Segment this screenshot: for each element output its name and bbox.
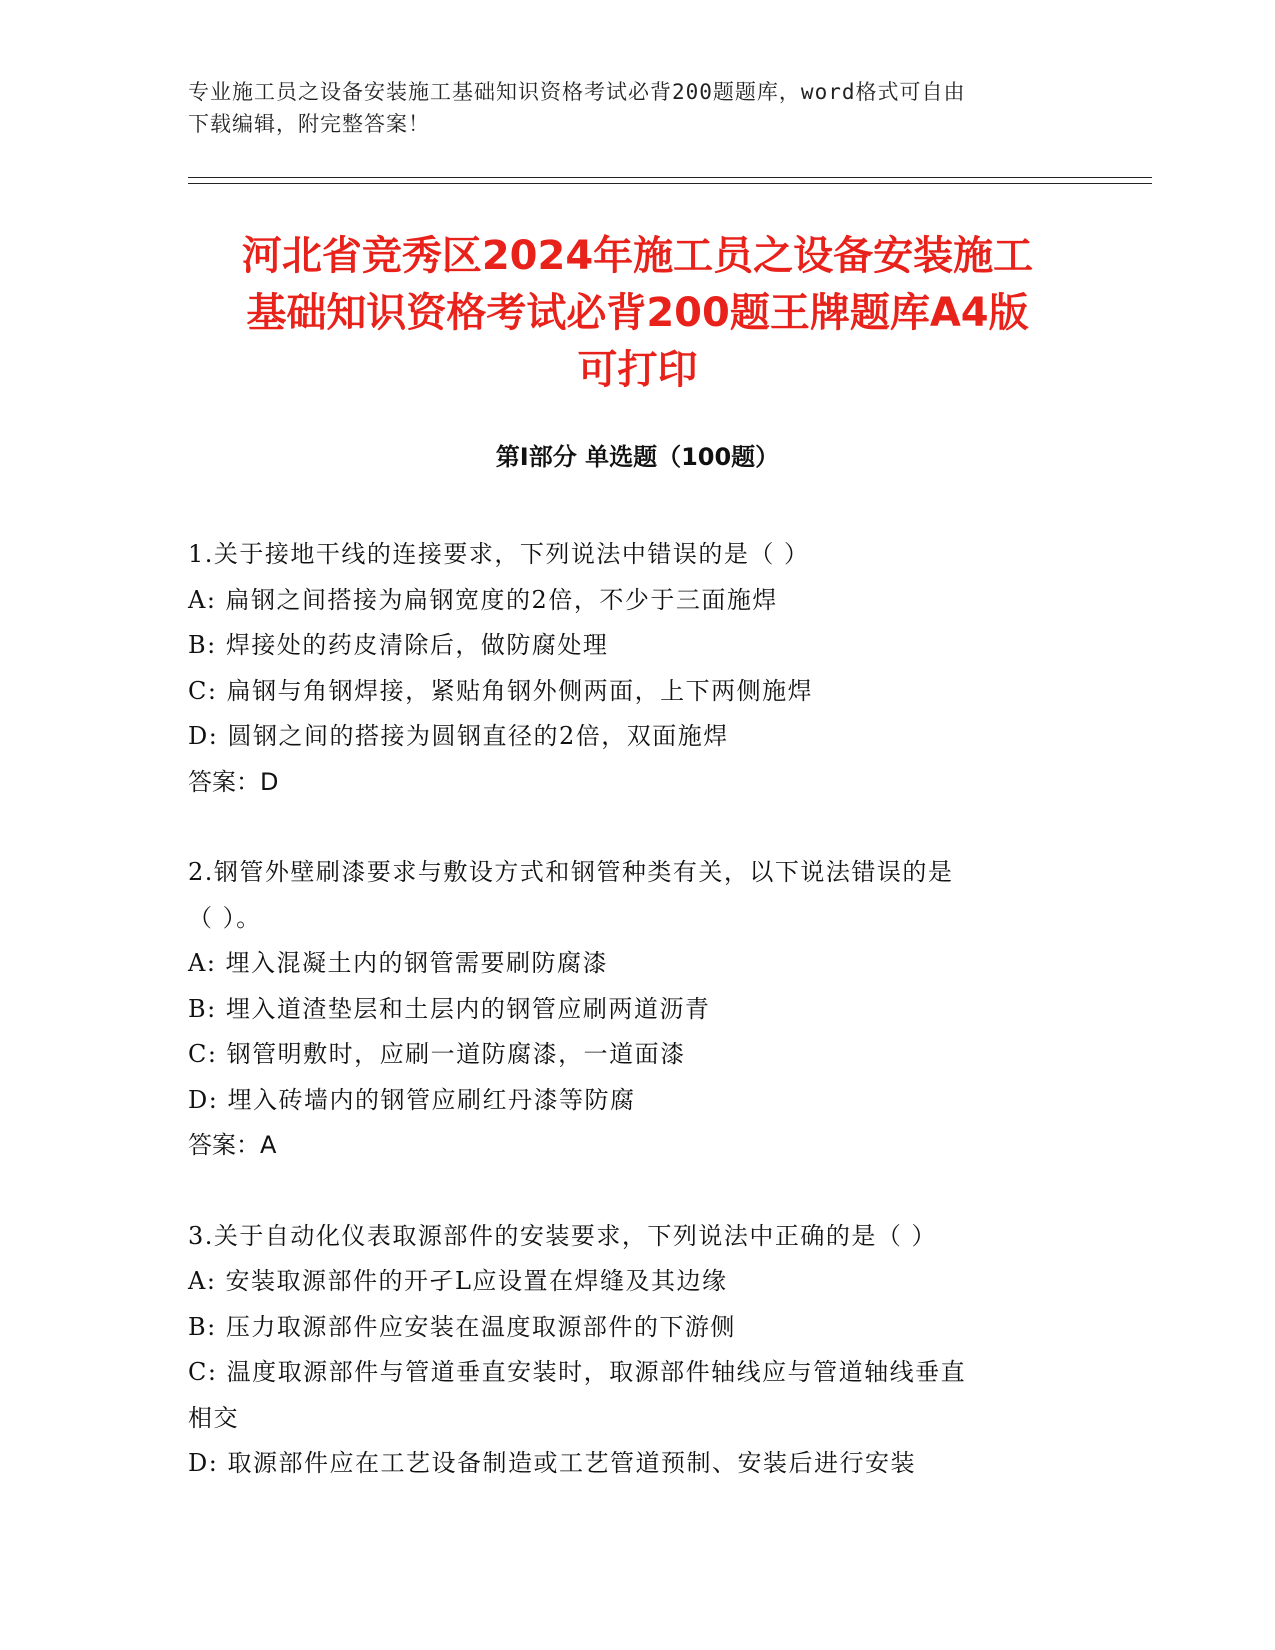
question-2 — [188, 850, 1088, 1169]
option-d: D: 埋入砖墙内的钢管应刷红丹漆等防腐 — [188, 1085, 636, 1114]
intro-line: 下载编辑，附完整答案！ — [188, 112, 430, 136]
intro-text — [188, 76, 1088, 140]
option-d: D: 圆钢之间的搭接为圆钢直径的2倍，双面施焊 — [188, 722, 729, 750]
option-d: D: 取源部件应在工艺设备制造或工艺管道预制、安装后进行安装 — [188, 1449, 916, 1477]
question-list — [188, 532, 1088, 1532]
option-c: C: 温度取源部件与管道垂直安装时，取源部件轴线应与管道轴线垂直 — [188, 1358, 967, 1386]
option-a: A: 扁钢之间搭接为扁钢宽度的2倍，不少于三面施焊 — [188, 585, 778, 614]
answer-text: 答案：D — [188, 767, 279, 796]
header-divider-bottom — [188, 183, 1152, 184]
option-a: A: 埋入混凝土内的钢管需要刷防腐漆 — [188, 949, 609, 977]
option-a: A: 安装取源部件的开孑L应设置在焊缝及其边缘 — [188, 1267, 728, 1295]
title-line: 基础知识资格考试必背200题王牌题库A4版 — [246, 290, 1029, 336]
option-c: C: 钢管明敷时，应刷一道防腐漆，一道面漆 — [188, 1040, 686, 1068]
question-1 — [188, 532, 1088, 805]
question-stem: 2.钢管外壁刷漆要求与敷设方式和钢管种类有关，以下说法错误的是 — [188, 858, 954, 886]
answer-text: 答案：A — [188, 1131, 277, 1159]
section-title: 第Ⅰ部分 单选题（100题） — [495, 443, 780, 471]
option-c: C: 扁钢与角钢焊接，紧贴角钢外侧两面，上下两侧施焊 — [188, 676, 814, 705]
title-line: 可打印 — [577, 347, 698, 393]
option-c-continued: 相交 — [188, 1403, 239, 1432]
header-divider-top — [188, 177, 1152, 178]
intro-line: 专业施工员之设备安装施工基础知识资格考试必背200题题库，word格式可自由 — [188, 80, 966, 104]
title-line: 河北省竞秀区2024年施工员之设备安装施工 — [241, 233, 1034, 279]
question-stem: 1.关于接地干线的连接要求，下列说法中错误的是（ ） — [188, 540, 810, 568]
option-b: B: 埋入道渣垫层和土层内的钢管应刷两道沥青 — [188, 994, 711, 1023]
question-stem-continued: （ ）。 — [188, 903, 262, 932]
option-b: B: 焊接处的药皮清除后，做防腐处理 — [188, 631, 609, 659]
option-b: B: 压力取源部件应安装在温度取源部件的下游侧 — [188, 1312, 736, 1341]
question-stem: 3.关于自动化仪表取源部件的安装要求，下列说法中正确的是（ ） — [188, 1221, 938, 1250]
question-3 — [188, 1214, 1088, 1487]
document-title — [160, 228, 1115, 399]
